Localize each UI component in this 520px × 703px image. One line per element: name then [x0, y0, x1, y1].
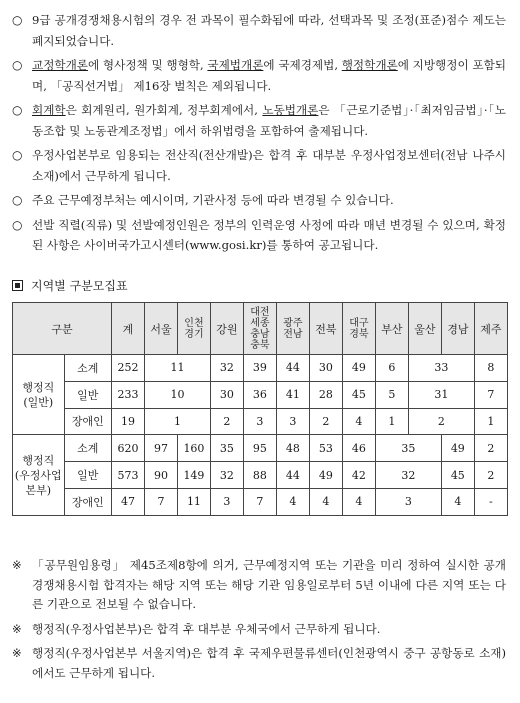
- square-bullet-icon: [12, 280, 23, 291]
- table-cell: 1: [375, 408, 408, 435]
- subject-name: 노동법개론: [262, 103, 319, 117]
- bullet-item: [12, 10, 506, 51]
- bullet-text-part: 에 형사정책 및 행형학,: [88, 58, 208, 72]
- table-cell: 47: [111, 488, 144, 515]
- group-label: 행정직 (우정사업 본부): [13, 435, 65, 515]
- row-label: 장애인: [64, 408, 111, 435]
- table-cell: 2: [210, 408, 243, 435]
- table-cell: 30: [210, 381, 243, 408]
- circle-bullet-icon: ○: [12, 13, 23, 27]
- table-cell: 32: [375, 462, 441, 489]
- table-cell: 11: [144, 355, 210, 382]
- table-cell: 4: [309, 488, 342, 515]
- table-row: [13, 488, 508, 515]
- table-cell: 3: [375, 488, 441, 515]
- row-label: 장애인: [64, 488, 111, 515]
- table-row: [13, 408, 508, 435]
- table-cell: 4: [342, 488, 375, 515]
- table-cell: 32: [210, 462, 243, 489]
- table-cell: -: [474, 488, 507, 515]
- regional-recruitment-table: [12, 302, 508, 516]
- header-cell: 강원: [210, 303, 243, 355]
- reference-mark-icon: ※: [12, 558, 22, 572]
- table-cell: 44: [276, 462, 309, 489]
- subject-name: 국제법개론: [207, 58, 264, 72]
- header-cell: 인천 경기: [177, 303, 210, 355]
- subject-name: 행정학개론: [341, 58, 398, 72]
- header-cell: 광주 전남: [276, 303, 309, 355]
- table-cell: 45: [342, 381, 375, 408]
- bullet-text: 우정사업본부로 임용되는 전산직(전산개발)은 합격 후 대부분 우정사업정보센터(전남 나주시 소재)에서 근무하게 됩니다.: [32, 148, 506, 183]
- bullet-item: [12, 145, 506, 186]
- table-cell: 1: [474, 408, 507, 435]
- table-cell: 7: [243, 488, 276, 515]
- bullet-text: [32, 55, 506, 96]
- header-cell: 서울: [144, 303, 177, 355]
- table-cell: 28: [309, 381, 342, 408]
- table-row: [13, 355, 508, 382]
- section-title: [12, 277, 128, 294]
- footnote-item: [12, 644, 506, 683]
- bullet-text-part: 에 국제경제법,: [263, 58, 342, 72]
- table-cell: 41: [276, 381, 309, 408]
- table-cell: 19: [111, 408, 144, 435]
- header-cell: 대전 세종 충남 충북: [243, 303, 276, 355]
- table-cell: 6: [375, 355, 408, 382]
- table-cell: 36: [243, 381, 276, 408]
- circle-bullet-icon: ○: [12, 193, 23, 207]
- header-cell: 계: [111, 303, 144, 355]
- table-cell: 49: [342, 355, 375, 382]
- header-cell: 전북: [309, 303, 342, 355]
- bullet-item: [12, 100, 506, 141]
- table-cell: 5: [375, 381, 408, 408]
- table-cell: 7: [474, 381, 507, 408]
- table-cell: 45: [441, 462, 474, 489]
- table-cell: 1: [144, 408, 210, 435]
- table-cell: 8: [474, 355, 507, 382]
- row-label: 소계: [64, 435, 111, 462]
- table-cell: 30: [309, 355, 342, 382]
- circle-bullet-icon: ○: [12, 217, 23, 232]
- table-row: [13, 462, 508, 489]
- table-cell: 3: [243, 408, 276, 435]
- table-cell: 7: [144, 488, 177, 515]
- footnote-text: 행정직(우정사업본부 서울지역)은 합격 후 국제우편물류센터(인천광역시 중구 공항동로 소재)에서도 근무하게 됩니다.: [32, 646, 506, 680]
- header-cell: 울산: [408, 303, 441, 355]
- table-cell: 10: [144, 381, 210, 408]
- table-cell: 48: [276, 435, 309, 462]
- table-cell: 90: [144, 462, 177, 489]
- table-cell: 252: [111, 355, 144, 382]
- bullet-item: [12, 190, 506, 211]
- table-cell: 4: [342, 408, 375, 435]
- footnote-item: [12, 620, 506, 640]
- table-cell: 11: [177, 488, 210, 515]
- table-cell: 4: [441, 488, 474, 515]
- table-row: [13, 381, 508, 408]
- bullet-text-part: 은 회계원리, 원가회계, 정부회계에서,: [65, 103, 263, 117]
- table-header-row: [13, 303, 508, 355]
- circle-bullet-icon: ○: [12, 103, 23, 117]
- table-cell: 39: [243, 355, 276, 382]
- subject-name: 회계학: [32, 103, 66, 117]
- circle-bullet-icon: ○: [12, 148, 23, 162]
- header-cell: 제주: [474, 303, 507, 355]
- table-cell: 160: [177, 435, 210, 462]
- bullet-text: [32, 100, 506, 141]
- table-cell: 53: [309, 435, 342, 462]
- bullet-text: 선발 직렬(직류) 및 선발예정인원은 정부의 인력운영 사정에 따라 매년 변경될 수 있으며, 확정된 사항은 사이버국가고시센터(www.gosi.kr)를 통하여 공고됩니다.: [32, 217, 506, 252]
- table-cell: 149: [177, 462, 210, 489]
- notice-bullets: [12, 10, 506, 260]
- table-cell: 2: [474, 435, 507, 462]
- footnote-text: 행정직(우정사업본부)은 합격 후 대부분 우체국에서 근무하게 됩니다.: [32, 621, 381, 636]
- table-cell: 573: [111, 462, 144, 489]
- reference-mark-icon: ※: [12, 621, 22, 636]
- table-cell: 49: [441, 435, 474, 462]
- subject-name: 교정학개론: [32, 58, 88, 72]
- row-label: 일반: [64, 462, 111, 489]
- table-cell: 35: [375, 435, 441, 462]
- bullet-item: [12, 55, 506, 96]
- table-cell: 49: [309, 462, 342, 489]
- table-cell: 42: [342, 462, 375, 489]
- table-cell: 88: [243, 462, 276, 489]
- table-cell: 97: [144, 435, 177, 462]
- group-label: 행정직 (일반): [13, 355, 65, 435]
- circle-bullet-icon: ○: [12, 58, 23, 72]
- table-cell: 2: [309, 408, 342, 435]
- table-cell: 46: [342, 435, 375, 462]
- table-cell: 2: [474, 462, 507, 489]
- table-row: [13, 435, 508, 462]
- bullet-text-part: 은 「근로기준법」·「최저임금법」·「노동조합 및 노동관계조정법」에서 하위법령을 포함하여 출제됩니다.: [32, 103, 506, 138]
- table-cell: 95: [243, 435, 276, 462]
- reference-mark-icon: ※: [12, 646, 22, 660]
- table-cell: 35: [210, 435, 243, 462]
- header-cell: 구분: [13, 303, 112, 355]
- header-cell: 대구 경북: [342, 303, 375, 355]
- table-cell: 3: [210, 488, 243, 515]
- row-label: 소계: [64, 355, 111, 382]
- table-cell: 4: [276, 488, 309, 515]
- bullet-text-part: 에 지방행정이 포함되며, 「공직선거법」 제16장 벌칙은 제외됩니다.: [32, 58, 506, 93]
- table-cell: 620: [111, 435, 144, 462]
- table-cell: 31: [408, 381, 474, 408]
- table-cell: 32: [210, 355, 243, 382]
- section-title-text: 지역별 구분모집표: [31, 279, 128, 293]
- row-label: 일반: [64, 381, 111, 408]
- bullet-text: 9급 공개경쟁채용시험의 경우 전 과목이 필수화됨에 따라, 선택과목 및 조정(표준)점수 제도는 폐지되었습니다.: [32, 13, 506, 48]
- table-cell: 44: [276, 355, 309, 382]
- table-cell: 233: [111, 381, 144, 408]
- table-cell: 2: [408, 408, 474, 435]
- bullet-text: 주요 근무예정부처는 예시이며, 기관사정 등에 따라 변경될 수 있습니다.: [32, 193, 394, 207]
- footnote-item: [12, 556, 506, 615]
- table-cell: 3: [276, 408, 309, 435]
- header-cell: 경남: [441, 303, 474, 355]
- bullet-item: [12, 215, 506, 256]
- table-cell: 33: [408, 355, 474, 382]
- footnote-text: 「공무원임용령」 제45조제8항에 의거, 근무예정지역 또는 기관을 미리 정하여 실시한 공개경쟁채용시험 합격자는 해당 지역 또는 해당 기관 임용일로부터 5년 이내에 다른 지역 또는 다른 기관으로 전보될 수 없습니다.: [32, 558, 506, 611]
- header-cell: 부산: [375, 303, 408, 355]
- footnotes: [12, 556, 506, 688]
